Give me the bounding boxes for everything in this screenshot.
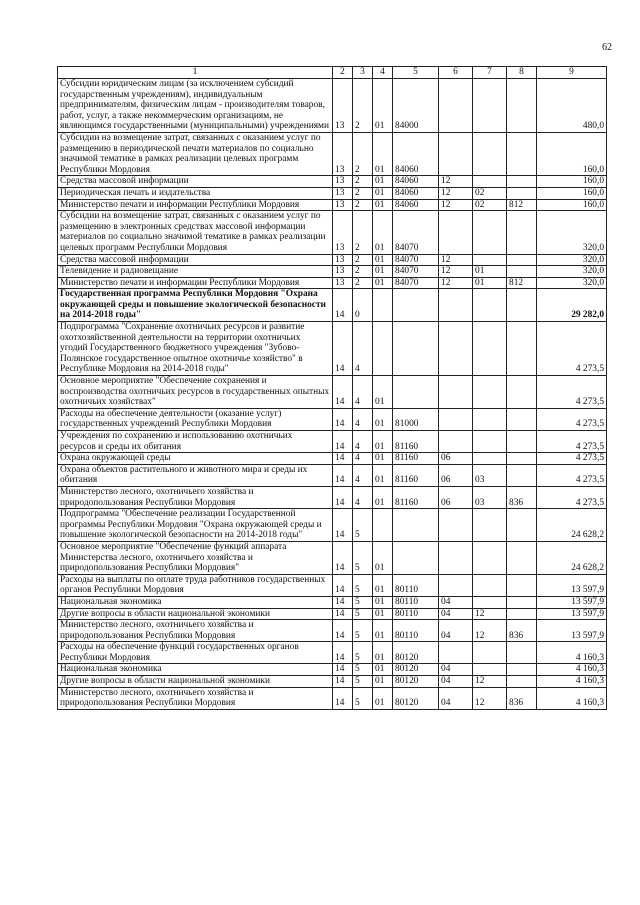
row-description: Другие вопросы в области национальной экономики: [58, 608, 333, 620]
code-cell: 12: [439, 199, 473, 211]
code-cell: 01: [373, 596, 393, 608]
row-description: Охрана окружающей среды: [58, 453, 333, 465]
code-cell: 836: [507, 486, 537, 508]
code-cell: [507, 322, 537, 376]
code-cell: 14: [333, 408, 353, 430]
row-description: Подпрограмма "Обеспечение реализации Государственной программы Республики Мордовия "Охрана окружающей среды и повышение экологической безопасности на 2014-2018 годы": [58, 509, 333, 542]
code-cell: [473, 322, 507, 376]
code-cell: 81160: [393, 431, 439, 453]
code-cell: 80120: [393, 687, 439, 709]
code-cell: 14: [333, 676, 353, 688]
code-cell: 01: [373, 132, 393, 175]
row-description: Министерство печати и информации Республики Мордовия: [58, 199, 333, 211]
code-cell: [439, 574, 473, 596]
amount-cell: 13 597,9: [537, 620, 607, 642]
table-row: [58, 541, 607, 574]
amount-cell: 160,0: [537, 187, 607, 199]
code-cell: [473, 453, 507, 465]
code-cell: 01: [373, 620, 393, 642]
code-cell: [507, 608, 537, 620]
code-cell: [507, 187, 537, 199]
amount-cell: 24 628,2: [537, 541, 607, 574]
code-cell: [473, 509, 507, 542]
code-cell: [473, 664, 507, 676]
row-description: Учреждения по сохранению и использованию охотничьих ресурсов и среды их обитания: [58, 431, 333, 453]
code-cell: [507, 176, 537, 188]
code-cell: 01: [373, 664, 393, 676]
code-cell: 01: [373, 486, 393, 508]
code-cell: 01: [473, 277, 507, 289]
code-cell: 84070: [393, 266, 439, 278]
code-cell: [507, 431, 537, 453]
code-cell: 81160: [393, 453, 439, 465]
code-cell: [507, 664, 537, 676]
header-cell: 8: [507, 67, 537, 79]
code-cell: 14: [333, 541, 353, 574]
code-cell: 02: [473, 199, 507, 211]
code-cell: 14: [333, 574, 353, 596]
amount-cell: 4 273,5: [537, 322, 607, 376]
amount-cell: 4 160,3: [537, 676, 607, 688]
table-row: [58, 509, 607, 542]
row-description: Периодическая печать и издательства: [58, 187, 333, 199]
code-cell: 01: [373, 266, 393, 278]
code-cell: [393, 509, 439, 542]
code-cell: 13: [333, 176, 353, 188]
header-cell: 1: [58, 67, 333, 79]
row-description: Телевидение и радиовещание: [58, 266, 333, 278]
amount-cell: 480,0: [537, 79, 607, 133]
amount-cell: 24 628,2: [537, 509, 607, 542]
code-cell: 12: [473, 676, 507, 688]
code-cell: 84070: [393, 254, 439, 266]
row-description: Субсидии юридическим лицам (за исключением субсидий государственным учреждениям), индивидуальным предпринимателям, физическим лицам - производителям товаров, работ, услуг, а также некоммерческим организациям, не являющимся государственными (муниципальными) учреждениями: [58, 79, 333, 133]
amount-cell: 320,0: [537, 254, 607, 266]
code-cell: 14: [333, 376, 353, 409]
amount-cell: 320,0: [537, 277, 607, 289]
code-cell: 5: [353, 541, 373, 574]
code-cell: 2: [353, 199, 373, 211]
code-cell: 01: [373, 642, 393, 664]
row-description: Основное мероприятие "Обеспечение функций аппарата Министерства лесного, охотничьего хозяйства и природопользования Республики Мордовия": [58, 541, 333, 574]
amount-cell: 13 597,9: [537, 574, 607, 596]
code-cell: 01: [373, 277, 393, 289]
code-cell: 12: [439, 254, 473, 266]
code-cell: [473, 79, 507, 133]
code-cell: 01: [473, 266, 507, 278]
code-cell: 812: [507, 277, 537, 289]
code-cell: [507, 596, 537, 608]
code-cell: [507, 79, 537, 133]
code-cell: 03: [473, 486, 507, 508]
code-cell: 01: [373, 211, 393, 254]
row-description: Расходы на обеспечение функций государственных органов Республики Мордовия: [58, 642, 333, 664]
code-cell: 14: [333, 509, 353, 542]
code-cell: 5: [353, 608, 373, 620]
row-description: Охрана объектов растительного и животного мира и среды их обитания: [58, 464, 333, 486]
code-cell: 4: [353, 486, 373, 508]
code-cell: 12: [439, 277, 473, 289]
table-row: [58, 211, 607, 254]
table-row: [58, 431, 607, 453]
code-cell: 14: [333, 486, 353, 508]
code-cell: 14: [333, 322, 353, 376]
table-row: [58, 376, 607, 409]
code-cell: 5: [353, 509, 373, 542]
code-cell: 12: [473, 620, 507, 642]
table-row: [58, 620, 607, 642]
code-cell: 5: [353, 620, 373, 642]
code-cell: 80120: [393, 676, 439, 688]
code-cell: 84000: [393, 79, 439, 133]
code-cell: 14: [333, 642, 353, 664]
code-cell: [439, 408, 473, 430]
code-cell: 2: [353, 132, 373, 175]
amount-cell: 4 273,5: [537, 464, 607, 486]
code-cell: 4: [353, 453, 373, 465]
code-cell: 14: [333, 453, 353, 465]
table-row: [58, 642, 607, 664]
table-row: [58, 486, 607, 508]
amount-cell: 4 273,5: [537, 376, 607, 409]
code-cell: [507, 266, 537, 278]
code-cell: 4: [353, 322, 373, 376]
header-cell: 4: [373, 67, 393, 79]
row-description: Министерство лесного, охотничьего хозяйства и природопользования Республики Мордовия: [58, 687, 333, 709]
code-cell: 84060: [393, 199, 439, 211]
code-cell: 14: [333, 687, 353, 709]
amount-cell: 29 282,0: [537, 289, 607, 322]
amount-cell: 13 597,9: [537, 596, 607, 608]
code-cell: 13: [333, 277, 353, 289]
code-cell: 06: [439, 453, 473, 465]
code-cell: 12: [439, 176, 473, 188]
row-description: Министерство лесного, охотничьего хозяйства и природопользования Республики Мордовия: [58, 486, 333, 508]
code-cell: 4: [353, 408, 373, 430]
table-row: [58, 676, 607, 688]
code-cell: [507, 211, 537, 254]
code-cell: 01: [373, 431, 393, 453]
table-row: [58, 176, 607, 188]
code-cell: 13: [333, 199, 353, 211]
row-description: Министерство лесного, охотничьего хозяйства и природопользования Республики Мордовия: [58, 620, 333, 642]
code-cell: 812: [507, 199, 537, 211]
code-cell: 01: [373, 464, 393, 486]
code-cell: 84070: [393, 211, 439, 254]
code-cell: 13: [333, 266, 353, 278]
code-cell: 2: [353, 176, 373, 188]
code-cell: [393, 322, 439, 376]
code-cell: [439, 431, 473, 453]
code-cell: [439, 211, 473, 254]
code-cell: [473, 431, 507, 453]
code-cell: 81000: [393, 408, 439, 430]
code-cell: 81160: [393, 486, 439, 508]
code-cell: 12: [439, 266, 473, 278]
amount-cell: 320,0: [537, 211, 607, 254]
code-cell: 02: [473, 187, 507, 199]
code-cell: [393, 289, 439, 322]
code-cell: 84060: [393, 187, 439, 199]
code-cell: 04: [439, 676, 473, 688]
code-cell: 5: [353, 596, 373, 608]
table-row: [58, 453, 607, 465]
table-row: [58, 574, 607, 596]
code-cell: 2: [353, 211, 373, 254]
code-cell: 01: [373, 687, 393, 709]
code-cell: [473, 541, 507, 574]
code-cell: 5: [353, 676, 373, 688]
code-cell: [473, 254, 507, 266]
code-cell: 01: [373, 453, 393, 465]
row-description: Основное мероприятие "Обеспечение сохранения и воспроизводства охотничьих ресурсов в государственных опытных охотничьих хозяйствах": [58, 376, 333, 409]
table-body: [58, 67, 607, 710]
table-row: [58, 277, 607, 289]
code-cell: [439, 79, 473, 133]
table-row: [58, 687, 607, 709]
code-cell: 2: [353, 187, 373, 199]
header-cell: 7: [473, 67, 507, 79]
code-cell: 84060: [393, 176, 439, 188]
code-cell: [507, 574, 537, 596]
code-cell: 04: [439, 596, 473, 608]
code-cell: 12: [473, 687, 507, 709]
code-cell: 80120: [393, 664, 439, 676]
code-cell: 84070: [393, 277, 439, 289]
code-cell: [393, 376, 439, 409]
amount-cell: 4 160,3: [537, 642, 607, 664]
code-cell: 4: [353, 464, 373, 486]
code-cell: 5: [353, 642, 373, 664]
code-cell: 2: [353, 254, 373, 266]
code-cell: 12: [473, 608, 507, 620]
amount-cell: 160,0: [537, 199, 607, 211]
page-number: 62: [602, 42, 612, 53]
code-cell: [473, 408, 507, 430]
code-cell: 80110: [393, 574, 439, 596]
header-cell: 6: [439, 67, 473, 79]
code-cell: 14: [333, 431, 353, 453]
code-cell: 12: [439, 187, 473, 199]
code-cell: [373, 322, 393, 376]
code-cell: 04: [439, 620, 473, 642]
code-cell: [473, 642, 507, 664]
code-cell: 14: [333, 289, 353, 322]
code-cell: [473, 596, 507, 608]
row-description: Субсидии на возмещение затрат, связанных с оказанием услуг по размещению в электронных средствах массовой информации материалов по социально значимой тематике в рамках реализации целевых программ Республики Мордовия: [58, 211, 333, 254]
table-row: [58, 322, 607, 376]
code-cell: [473, 211, 507, 254]
code-cell: 01: [373, 176, 393, 188]
code-cell: [439, 509, 473, 542]
row-description: Расходы на обеспечение деятельности (оказание услуг) государственных учреждений Республики Мордовия: [58, 408, 333, 430]
code-cell: 01: [373, 79, 393, 133]
table-row: [58, 132, 607, 175]
code-cell: 04: [439, 608, 473, 620]
table-row: [58, 187, 607, 199]
row-description: Национальная экономика: [58, 664, 333, 676]
table-row: [58, 664, 607, 676]
code-cell: [473, 176, 507, 188]
budget-table: [57, 66, 607, 710]
table-row: [58, 596, 607, 608]
code-cell: 2: [353, 79, 373, 133]
code-cell: [507, 541, 537, 574]
code-cell: [373, 509, 393, 542]
row-description: Государственная программа Республики Мордовия "Охрана окружающей среды и повышение экологической безопасности на 2014-2018 годы": [58, 289, 333, 322]
code-cell: [473, 289, 507, 322]
code-cell: 80110: [393, 596, 439, 608]
code-cell: 0: [353, 289, 373, 322]
code-cell: 836: [507, 620, 537, 642]
code-cell: 01: [373, 541, 393, 574]
code-cell: [507, 408, 537, 430]
row-description: Другие вопросы в области национальной экономики: [58, 676, 333, 688]
amount-cell: 320,0: [537, 266, 607, 278]
code-cell: 13: [333, 211, 353, 254]
code-cell: 06: [439, 486, 473, 508]
table-row: [58, 199, 607, 211]
code-cell: [507, 376, 537, 409]
table-row: [58, 79, 607, 133]
code-cell: 13: [333, 254, 353, 266]
code-cell: 4: [353, 431, 373, 453]
code-cell: [393, 541, 439, 574]
code-cell: [439, 289, 473, 322]
code-cell: [439, 322, 473, 376]
code-cell: 14: [333, 664, 353, 676]
code-cell: 13: [333, 132, 353, 175]
code-cell: [507, 509, 537, 542]
table-row: [58, 408, 607, 430]
code-cell: 80120: [393, 642, 439, 664]
code-cell: [507, 254, 537, 266]
code-cell: 5: [353, 574, 373, 596]
row-description: Субсидии на возмещение затрат, связанных с оказанием услуг по размещению в периодической печати материалов по социально значимой тематике в рамках реализации целевых программ Республики Мордовия: [58, 132, 333, 175]
code-cell: [507, 642, 537, 664]
code-cell: [439, 642, 473, 664]
row-description: Расходы на выплаты по оплате труда работников государственных органов Республики Мордовия: [58, 574, 333, 596]
code-cell: 5: [353, 687, 373, 709]
code-cell: 13: [333, 79, 353, 133]
code-cell: 2: [353, 266, 373, 278]
code-cell: 01: [373, 408, 393, 430]
header-cell: 9: [537, 67, 607, 79]
header-row: [58, 67, 607, 79]
code-cell: [373, 289, 393, 322]
code-cell: 836: [507, 687, 537, 709]
code-cell: 81160: [393, 464, 439, 486]
code-cell: 2: [353, 277, 373, 289]
table-row: [58, 608, 607, 620]
amount-cell: 4 273,5: [537, 486, 607, 508]
code-cell: 5: [353, 664, 373, 676]
code-cell: 01: [373, 676, 393, 688]
code-cell: 14: [333, 596, 353, 608]
code-cell: [507, 676, 537, 688]
code-cell: 14: [333, 620, 353, 642]
row-description: Подпрограмма "Сохранение охотничьих ресурсов и развитие охотхозяйственной деятельности на территории охотничьих угодий Государственного бюджетного учреждения "Зубово-Полянское государственное опытное охотничье хозяйство" в Республике Мордовия на 2014-2018 годы": [58, 322, 333, 376]
code-cell: [473, 376, 507, 409]
code-cell: 03: [473, 464, 507, 486]
code-cell: 01: [373, 187, 393, 199]
code-cell: [473, 132, 507, 175]
code-cell: 84060: [393, 132, 439, 175]
code-cell: [507, 464, 537, 486]
code-cell: 13: [333, 187, 353, 199]
amount-cell: 4 160,3: [537, 687, 607, 709]
code-cell: 01: [373, 254, 393, 266]
row-description: Министерство печати и информации Республики Мордовия: [58, 277, 333, 289]
table-row: [58, 289, 607, 322]
code-cell: 04: [439, 664, 473, 676]
code-cell: [473, 574, 507, 596]
code-cell: 01: [373, 199, 393, 211]
row-description: Средства массовой информации: [58, 176, 333, 188]
code-cell: 14: [333, 464, 353, 486]
code-cell: [439, 376, 473, 409]
code-cell: [507, 453, 537, 465]
amount-cell: 160,0: [537, 176, 607, 188]
amount-cell: 13 597,9: [537, 608, 607, 620]
table-row: [58, 266, 607, 278]
amount-cell: 4 273,5: [537, 408, 607, 430]
header-cell: 3: [353, 67, 373, 79]
table-row: [58, 254, 607, 266]
amount-cell: 160,0: [537, 132, 607, 175]
code-cell: 01: [373, 376, 393, 409]
code-cell: 01: [373, 608, 393, 620]
amount-cell: 4 273,5: [537, 453, 607, 465]
code-cell: 80110: [393, 608, 439, 620]
amount-cell: 4 273,5: [537, 431, 607, 453]
code-cell: [439, 132, 473, 175]
code-cell: [507, 132, 537, 175]
code-cell: [507, 289, 537, 322]
code-cell: 01: [373, 574, 393, 596]
header-cell: 2: [333, 67, 353, 79]
header-cell: 5: [393, 67, 439, 79]
row-description: Национальная экономика: [58, 596, 333, 608]
code-cell: 80110: [393, 620, 439, 642]
table-row: [58, 464, 607, 486]
code-cell: 04: [439, 687, 473, 709]
code-cell: 06: [439, 464, 473, 486]
code-cell: 14: [333, 608, 353, 620]
amount-cell: 4 160,3: [537, 664, 607, 676]
code-cell: [439, 541, 473, 574]
code-cell: 4: [353, 376, 373, 409]
row-description: Средства массовой информации: [58, 254, 333, 266]
